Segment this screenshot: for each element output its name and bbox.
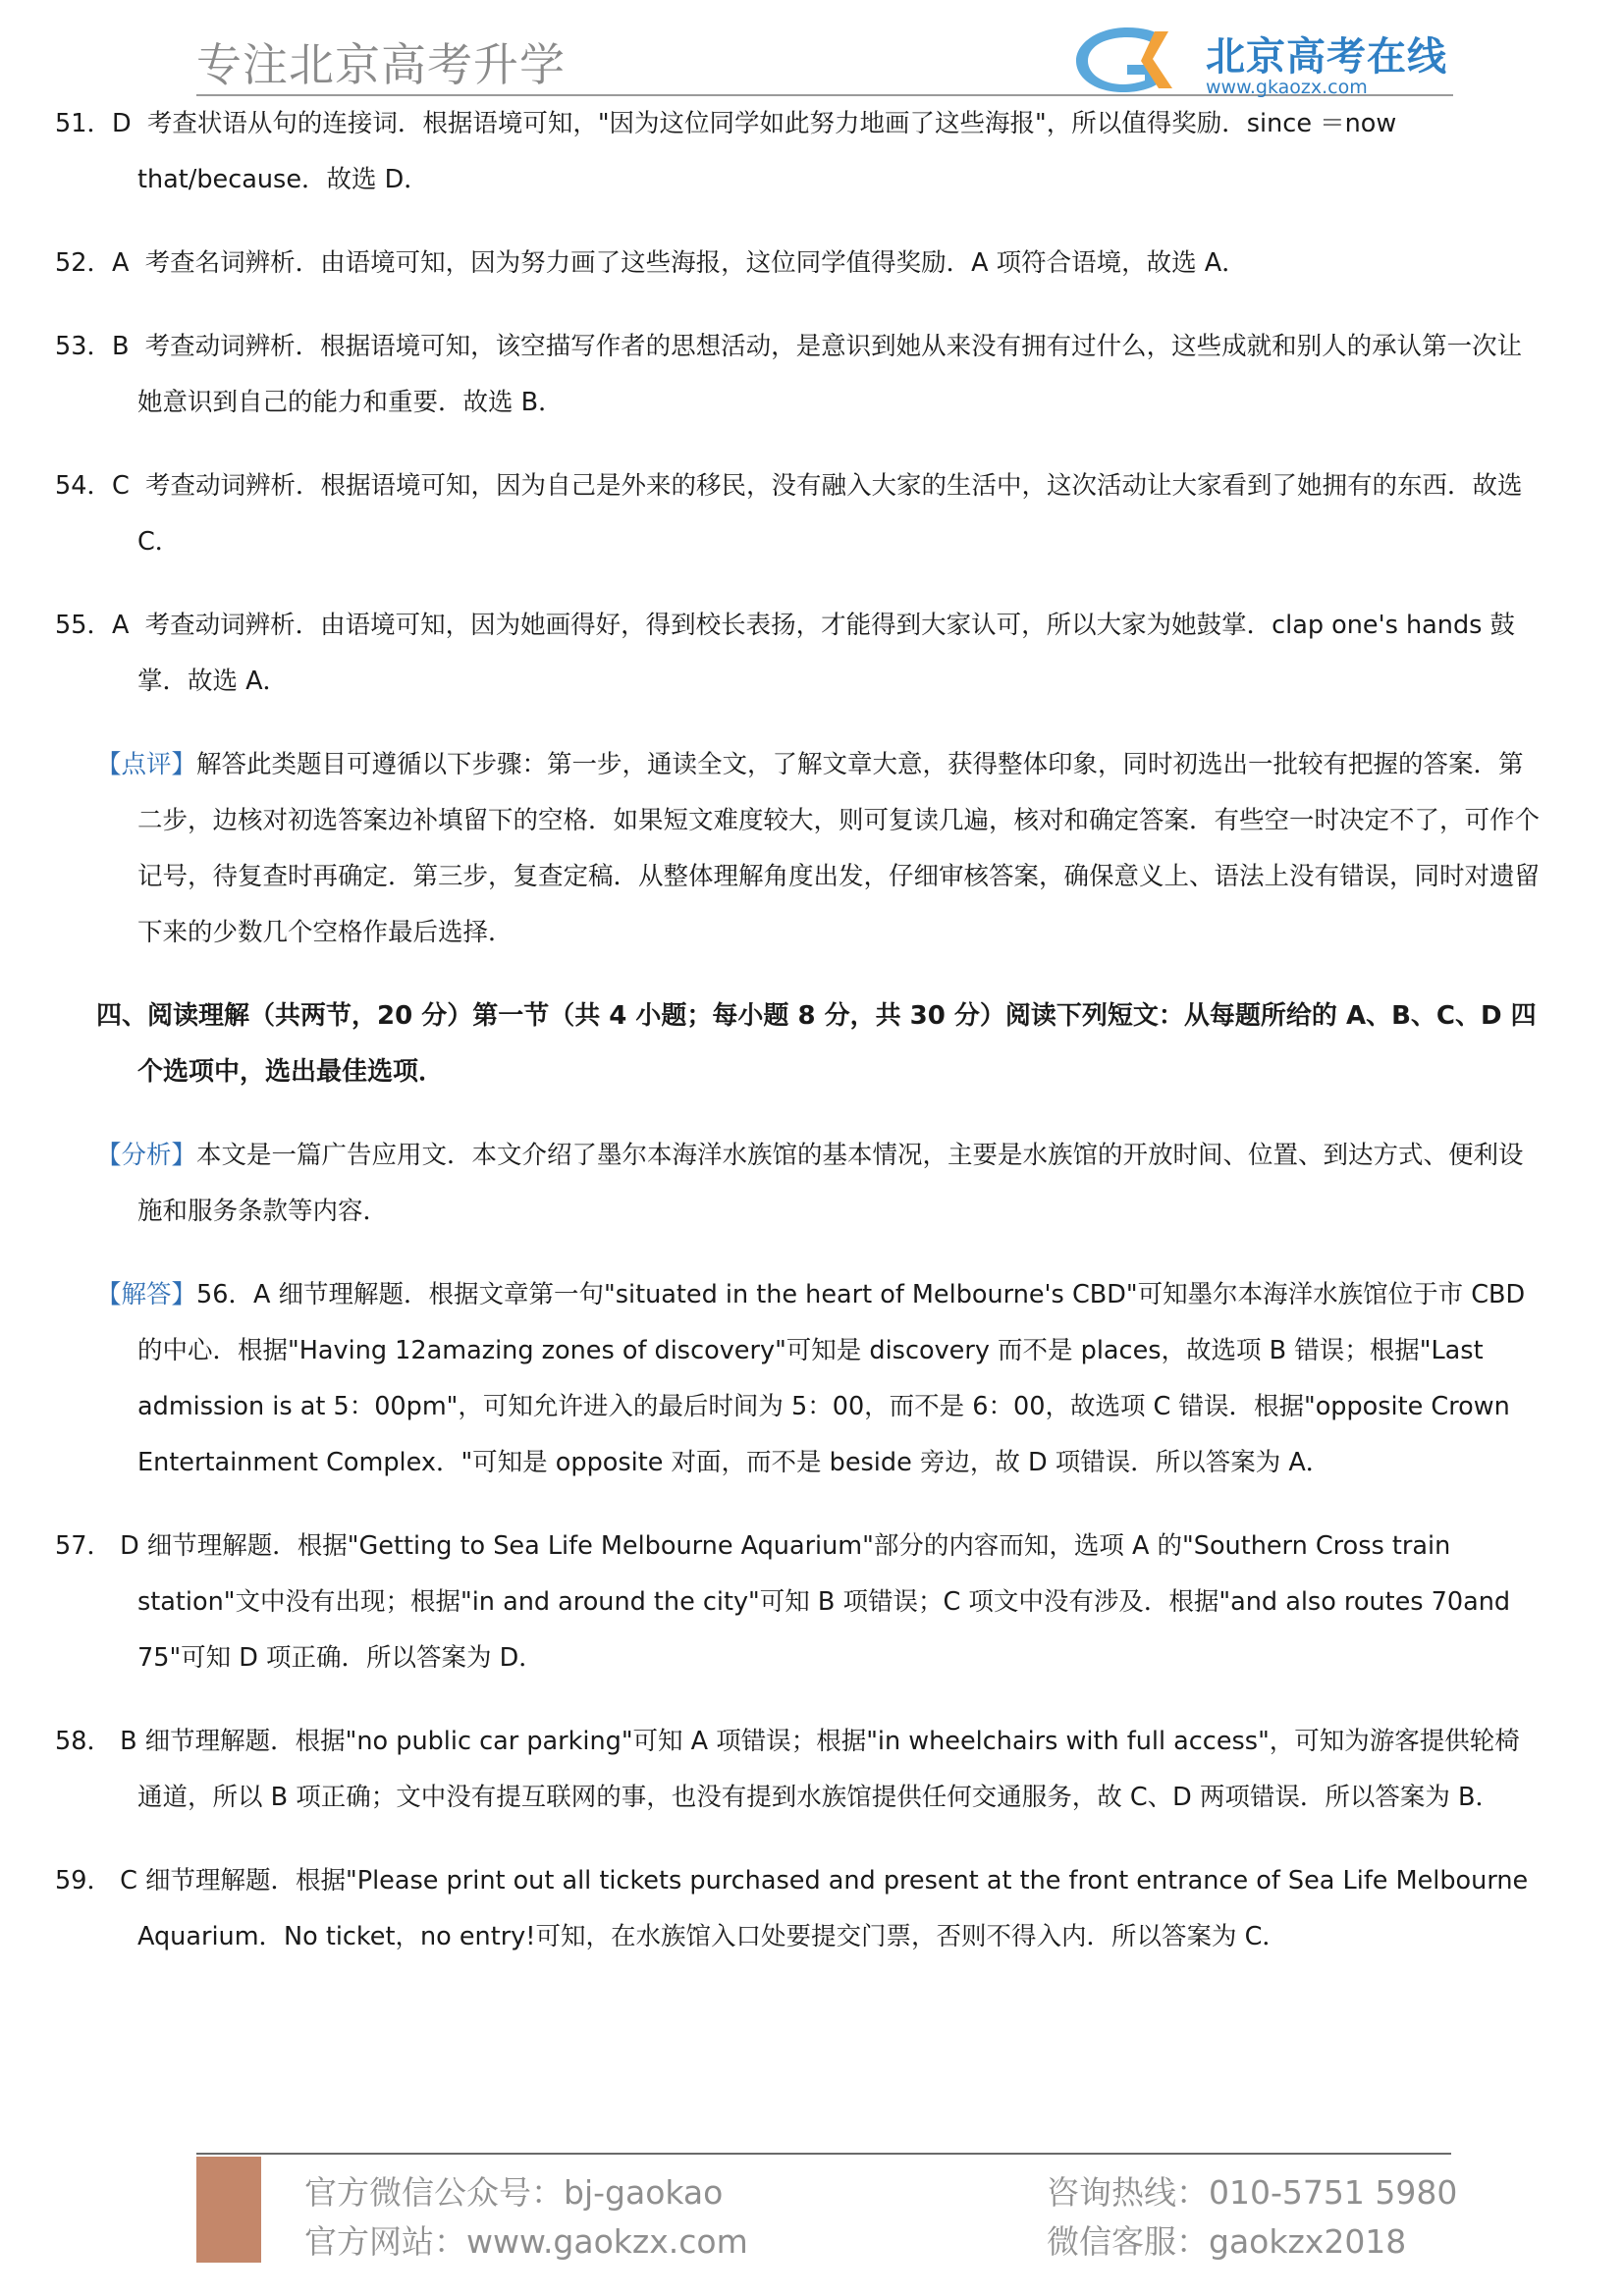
answer-text: 56．A 细节理解题．根据文章第一句"situated in the heart of Melbourne's CBD"可知墨尔本海洋水族馆位于市 CBD 的中心．根据"Having 12amazing zones of discovery"可知是 discovery 而不是 places，故选项 B 错误；根据"Last admission is at 5：00pm"，可知允许进入的最后时间为 5：00，而不是 6：00，故选项 C 错误．根据"opposite Crown Entertainment Complex．"可知是 opposite 对面，而不是 beside 旁边，故 D 项错误．所以答案为 A．: [137, 1280, 1526, 1477]
header-slogan: 专注北京高考升学: [196, 38, 566, 91]
logo-mark-icon: [1070, 20, 1198, 98]
footer-hotline: 咨询热线：010-5751 5980: [1047, 2173, 1458, 2212]
section-heading: 四、阅读理解（共两节，20 分）第一节（共 4 小题；每小题 8 分，共 30 分）阅读下列短文：从每题所给的 A、B、C、D 四个选项中，选出最佳选项．: [96, 1001, 1537, 1087]
answer-item-53: [55, 319, 1540, 431]
answer-56-paragraph: [96, 1267, 1540, 1491]
item-text: C 细节理解题．根据"Please print out all tickets purchased and present at the front entrance of Sea Life Melbourne Aquarium．No ticket，no entry!可知，在水族馆入口处要提交门票，否则不得入内．所以答案为 C．: [120, 1866, 1529, 1951]
item-number: 52．A: [55, 248, 130, 278]
analysis-label: 【分析】: [96, 1141, 197, 1170]
answer-item-55: [55, 598, 1540, 710]
footer-service: 微信客服：gaokzx2018: [1047, 2222, 1407, 2261]
document-body: [55, 96, 1541, 1993]
item-number: 59．: [55, 1866, 112, 1896]
answer-item-59: [55, 1853, 1540, 1965]
logo-url: www.gkaozx.com: [1206, 77, 1368, 98]
answer-item-51: [55, 96, 1540, 208]
item-number: 57．: [55, 1531, 112, 1561]
item-number: 55．A: [55, 611, 130, 640]
review-paragraph: [96, 737, 1540, 961]
item-text: 考查状语从句的连接词．根据语境可知，"因为这位同学如此努力地画了这些海报"，所以值得奖励．since ＝now that/because．故选 D．: [137, 109, 1397, 194]
item-text: 考查名词辨析．由语境可知，因为努力画了这些海报，这位同学值得奖励．A 项符合语境，故选 A．: [144, 248, 1247, 278]
item-number: 51．D: [55, 109, 132, 138]
item-text: B 细节理解题．根据"no public car parking"可知 A 项错误；根据"in wheelchairs with full access"，可知为游客提供轮椅通道，所以 B 项正确；文中没有提互联网的事，也没有提到水族馆提供任何交通服务，故 C、D 两项错误．所以答案为 B．: [120, 1727, 1520, 1812]
answer-item-58: [55, 1714, 1540, 1826]
site-logo[interactable]: [1070, 14, 1463, 102]
page-header: [0, 0, 1624, 108]
item-text: 考查动词辨析．根据语境可知，因为自己是外来的移民，没有融入大家的生活中，这次活动让大家看到了她拥有的东西．故选 C．: [137, 471, 1523, 557]
answer-item-52: [55, 236, 1540, 292]
item-text: 考查动词辨析．根据语境可知，该空描写作者的思想活动，是意识到她从来没有拥有过什么，这些成就和别人的承认第一次让她意识到自己的能力和重要．故选 B．: [137, 332, 1523, 417]
item-number: 54．C: [55, 471, 130, 501]
review-text: 解答此类题目可遵循以下步骤：第一步，通读全文，了解文章大意，获得整体印象，同时初选出一批较有把握的答案．第二步，边核对初选答案边补填留下的空格．如果短文难度较大，则可复读几遍，核对和确定答案．有些空一时决定不了，可作个记号，待复查时再确定．第三步，复查定稿．从整体理解角度出发，仔细审核答案，确保意义上、语法上没有错误，同时对遗留下来的少数几个空格作最后选择．: [137, 750, 1541, 947]
item-number: 58．: [55, 1727, 112, 1756]
review-label: 【点评】: [96, 750, 197, 779]
footer-wechat: 官方微信公众号：bj-gaokao: [304, 2173, 724, 2212]
analysis-paragraph: [96, 1128, 1540, 1240]
footer-accent-bar: [196, 2157, 261, 2263]
footer-website[interactable]: 官方网站：www.gaokzx.com: [304, 2222, 748, 2261]
item-number: 53．B: [55, 332, 130, 361]
logo-name: 北京高考在线: [1206, 34, 1447, 80]
answer-item-54: [55, 458, 1540, 570]
answer-label: 【解答】: [96, 1280, 197, 1309]
answer-item-57: [55, 1519, 1540, 1686]
footer-divider: [196, 2153, 1451, 2155]
item-text: 考查动词辨析．由语境可知，因为她画得好，得到校长表扬，才能得到大家认可，所以大家为她鼓掌．clap one's hands 鼓掌．故选 A．: [137, 611, 1516, 696]
analysis-text: 本文是一篇广告应用文．本文介绍了墨尔本海洋水族馆的基本情况，主要是水族馆的开放时间、位置、到达方式、便利设施和服务条款等内容．: [137, 1141, 1524, 1226]
item-text: D 细节理解题．根据"Getting to Sea Life Melbourne Aquarium"部分的内容而知，选项 A 的"Southern Cross train station"文中没有出现；根据"in and around the city"可知 B 项错误；C 项文中没有涉及．根据"and also routes 70and 75"可知 D 项正确．所以答案为 D．: [120, 1531, 1511, 1673]
